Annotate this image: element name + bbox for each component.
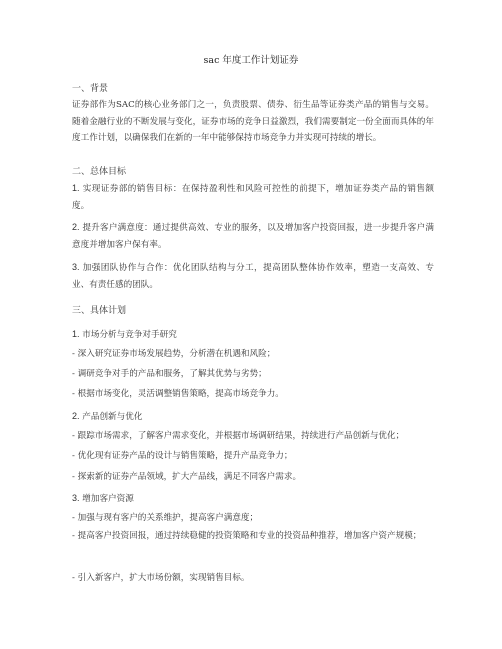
goal-number: 2.: [72, 222, 80, 232]
plan-bullet: - 根据市场变化，灵活调整销售策略，提高市场竞争力。: [72, 389, 284, 399]
plan-bullet: - 加强与现有客户的关系维护，提高客户满意度；: [72, 513, 259, 523]
section-heading-plan: 三、具体计划: [72, 306, 127, 316]
plan-group-label: 产品创新与优化: [82, 412, 143, 422]
plan-group-title: [72, 410, 434, 423]
plan-bullet: - 优化现有证券产品的设计与销售策略，提升产品竞争力；: [72, 451, 293, 461]
plan-bullet: - 探索新的证券产品领域，扩大产品线，满足不同客户需求。: [72, 472, 302, 482]
goal-item: [72, 180, 434, 214]
plan-bullet: - 跟踪市场需求，了解客户需求变化，并根据市场调研结果，持续进行产品创新与优化；: [72, 431, 405, 441]
plan-group-title: [72, 492, 434, 505]
document-title: sac 年度工作计划证券: [203, 55, 299, 66]
plan-group-label: 市场分析与竞争对手研究: [82, 330, 177, 340]
section-heading-goals: 二、总体目标: [72, 167, 127, 177]
background-paragraph: 证券部作为SAC的核心业务部门之一，负责股票、债券、衍生品等证券类产品的销售与交易。随着金融行业的不断发展与变化，证券市场的竞争日益激烈，我们需要制定一份全面而具体的年度工作计划，以确保我们在新的一年中能够保持市场竞争力并实现可持续的增长。: [72, 100, 434, 143]
goal-item: [72, 259, 434, 293]
plan-group-number: 3.: [72, 493, 80, 503]
plan-bullet: - 调研竞争对手的产品和服务，了解其优势与劣势；: [72, 369, 267, 379]
plan-group-title: [72, 328, 434, 341]
plan-bullet: - 深入研究证券市场发展趋势，分析潜在机遇和风险；: [72, 349, 276, 359]
plan-bullet: - 提高客户投资回报，通过持续稳健的投资策略和专业的投资品种推荐，增加客户资产规模；: [72, 531, 422, 541]
goal-number: 1.: [72, 183, 80, 193]
plan-group-number: 2.: [72, 411, 80, 421]
goal-text: 实现证券部的销售目标：在保持盈利性和风险可控性的前提下，增加证券类产品的销售额度。: [72, 184, 434, 211]
goal-item: [72, 219, 434, 253]
plan-bullet: - 引入新客户，扩大市场份额，实现销售目标。: [72, 573, 250, 583]
plan-group-label: 增加客户资源: [82, 494, 134, 504]
goal-text: 加强团队协作与合作：优化团队结构与分工，提高团队整体协作效率，塑造一支高效、专业、有责任感的团队。: [72, 263, 434, 290]
section-heading-background: 一、背景: [72, 84, 109, 94]
goal-text: 提升客户满意度：通过提供高效、专业的服务，以及增加客户投资回报，进一步提升客户满意度并增加客户保有率。: [72, 223, 434, 250]
plan-group-number: 1.: [72, 329, 80, 339]
goal-number: 3.: [72, 262, 80, 272]
